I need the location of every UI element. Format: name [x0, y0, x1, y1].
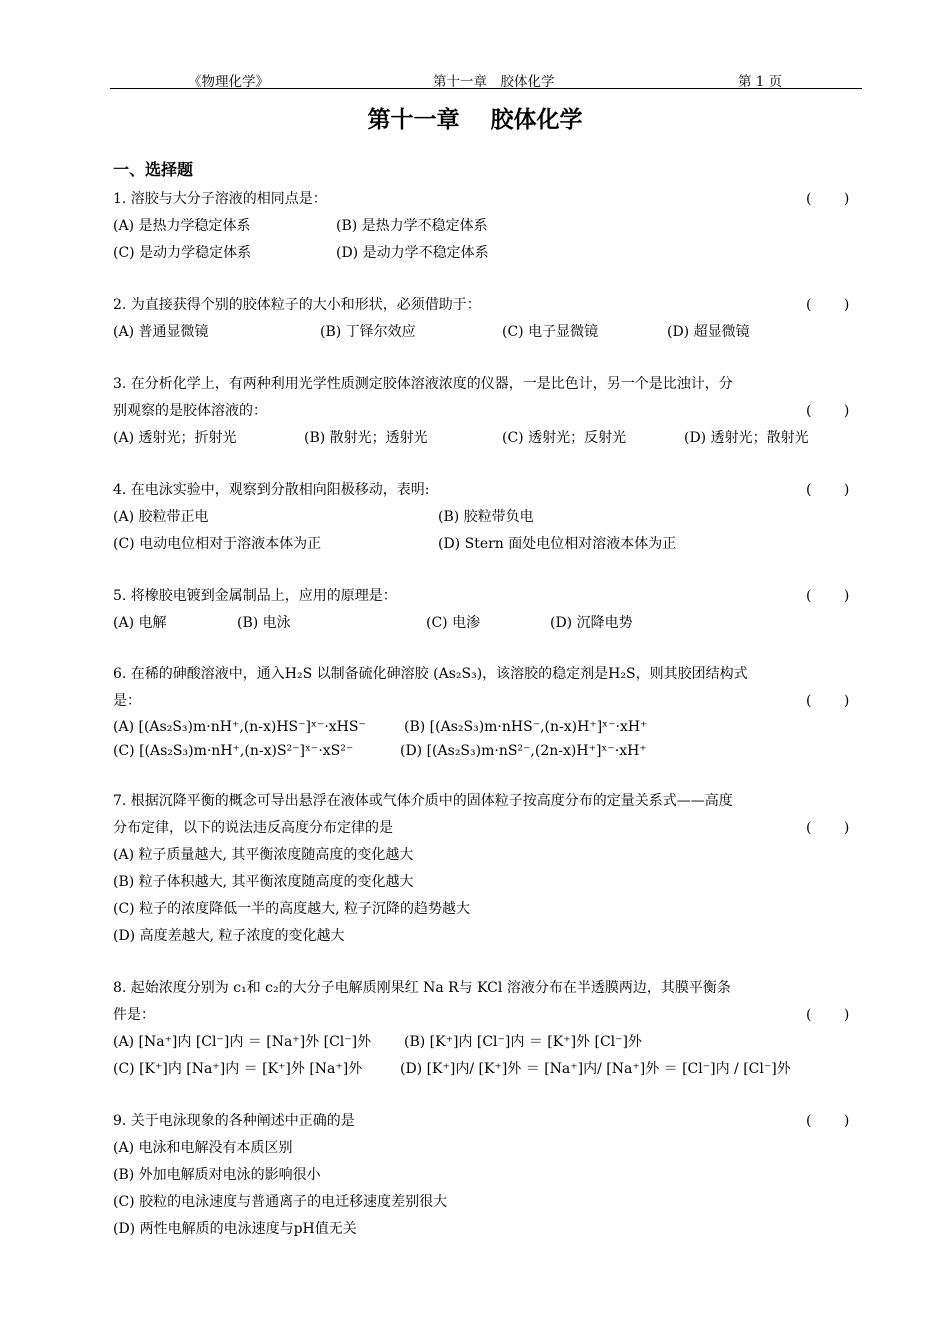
q4-option-b: (B) 胶粒带负电 — [438, 509, 534, 525]
q1-option-b: (B) 是热力学不稳定体系 — [336, 218, 488, 234]
q3-stem-line2: 别观察的是胶体溶液的： — [113, 403, 267, 419]
q3-answer-blank: ( ) — [806, 403, 850, 419]
q2-option-c: (C) 电子显微镜 — [502, 324, 599, 340]
q2-answer-blank: ( ) — [806, 297, 850, 313]
q6-stem-line1: 6. 在稀的砷酸溶液中，通入H₂S 以制备硫化砷溶胶 (As₂S₃)，该溶胶的稳定剂是H₂S，则其胶团结构式 — [113, 666, 748, 682]
q3-option-a: (A) 透射光；折射光 — [113, 430, 237, 446]
q7-option-c: (C) 粒子的浓度降低一半的高度越大, 粒子沉降的趋势越大 — [113, 901, 470, 917]
q4-option-a: (A) 胶粒带正电 — [113, 509, 209, 525]
q7-option-d: (D) 高度差越大, 粒子浓度的变化越大 — [113, 928, 345, 944]
q9-option-b: (B) 外加电解质对电泳的影响很小 — [113, 1167, 321, 1183]
q8-option-c: (C) [K⁺]内 [Na⁺]内 ＝ [K⁺]外 [Na⁺]外 — [113, 1061, 363, 1077]
q8-stem-line1: 8. 起始浓度分别为 c₁和 c₂的大分子电解质刚果红 Na R与 KCl 溶液分布在半透膜两边，其膜平衡条 — [113, 980, 731, 996]
header-chapter: 第十一章 胶体化学 — [433, 74, 555, 90]
q7-option-a: (A) 粒子质量越大, 其平衡浓度随高度的变化越大 — [113, 847, 414, 863]
q1-option-a: (A) 是热力学稳定体系 — [113, 218, 251, 234]
q6-option-c: (C) [(As₂S₃)m·nH⁺,(n-x)S²⁻]ˣ⁻·xS²⁻ — [113, 743, 354, 759]
q4-option-d: (D) Stern 面处电位相对溶液本体为正 — [438, 536, 677, 552]
q6-stem-line2: 是： — [113, 693, 141, 709]
q2-option-b: (B) 丁铎尔效应 — [320, 324, 416, 340]
q8-answer-blank: ( ) — [806, 1007, 850, 1023]
q9-option-d: (D) 两性电解质的电泳速度与pH值无关 — [113, 1221, 357, 1237]
q8-option-a: (A) [Na⁺]内 [Cl⁻]内 ＝ [Na⁺]外 [Cl⁻]外 — [113, 1034, 372, 1050]
q5-option-d: (D) 沉降电势 — [550, 615, 633, 631]
q6-answer-blank: ( ) — [806, 693, 850, 709]
q4-stem: 4. 在电泳实验中，观察到分散相向阳极移动，表明: — [113, 482, 430, 498]
q4-answer-blank: ( ) — [806, 482, 850, 498]
header-rule — [110, 88, 862, 89]
q3-option-b: (B) 散射光；透射光 — [304, 430, 428, 446]
q6-option-a: (A) [(As₂S₃)m·nH⁺,(n-x)HS⁻]ˣ⁻·xHS⁻ — [113, 719, 366, 735]
q5-option-a: (A) 电解 — [113, 615, 167, 631]
q8-option-d: (D) [K⁺]内/ [K⁺]外 ＝ [Na⁺]内/ [Na⁺]外 ＝ [Cl⁻]内 / [Cl⁻]外 — [400, 1061, 791, 1077]
q2-option-a: (A) 普通显微镜 — [113, 324, 209, 340]
q3-stem-line1: 3. 在分析化学上，有两种利用光学性质测定胶体溶液浓度的仪器，一是比色计，另一个是比浊计，分 — [113, 376, 733, 392]
q7-option-b: (B) 粒子体积越大, 其平衡浓度随高度的变化越大 — [113, 874, 414, 890]
q5-option-b: (B) 电泳 — [237, 615, 291, 631]
q3-option-c: (C) 透射光；反射光 — [502, 430, 627, 446]
chapter-title: 第十一章 胶体化学 — [367, 107, 583, 133]
q5-answer-blank: ( ) — [806, 588, 850, 604]
q3-option-d: (D) 透射光；散射光 — [684, 430, 809, 446]
q5-stem: 5. 将橡胶电镀到金属制品上，应用的原理是： — [113, 588, 397, 604]
q1-option-c: (C) 是动力学稳定体系 — [113, 245, 252, 261]
q1-option-d: (D) 是动力学不稳定体系 — [336, 245, 489, 261]
q6-option-b: (B) [(As₂S₃)m·nHS⁻,(n-x)H⁺]ˣ⁻·xH⁺ — [404, 719, 648, 735]
q1-stem: 1. 溶胶与大分子溶液的相同点是： — [113, 191, 327, 207]
q7-stem-line2: 分布定律，以下的说法违反高度分布定律的是 — [113, 820, 393, 836]
q8-option-b: (B) [K⁺]内 [Cl⁻]内 ＝ [K⁺]外 [Cl⁻]外 — [404, 1034, 643, 1050]
header-page-number: 第 1 页 — [738, 74, 783, 90]
section-heading: 一、选择题 — [113, 160, 194, 179]
q7-stem-line1: 7. 根据沉降平衡的概念可导出悬浮在液体或气体介质中的固体粒子按高度分布的定量关系式——高度 — [113, 793, 733, 809]
q6-option-d: (D) [(As₂S₃)m·nS²⁻,(2n-x)H⁺]ˣ⁻·xH⁺ — [400, 743, 647, 759]
q5-option-c: (C) 电渗 — [426, 615, 481, 631]
q4-option-c: (C) 电动电位相对于溶液本体为正 — [113, 536, 322, 552]
q1-answer-blank: ( ) — [806, 191, 850, 207]
q7-answer-blank: ( ) — [806, 820, 850, 836]
q9-option-a: (A) 电泳和电解没有本质区别 — [113, 1140, 293, 1156]
q9-stem: 9. 关于电泳现象的各种阐述中正确的是 — [113, 1113, 355, 1129]
header-book-title: 《物理化学》 — [188, 74, 269, 90]
q9-option-c: (C) 胶粒的电泳速度与普通离子的电迁移速度差别很大 — [113, 1194, 448, 1210]
q8-stem-line2: 件是： — [113, 1007, 155, 1023]
q9-answer-blank: ( ) — [806, 1113, 850, 1129]
q2-option-d: (D) 超显微镜 — [667, 324, 750, 340]
q2-stem: 2. 为直接获得个别的胶体粒子的大小和形状，必须借助于： — [113, 297, 481, 313]
